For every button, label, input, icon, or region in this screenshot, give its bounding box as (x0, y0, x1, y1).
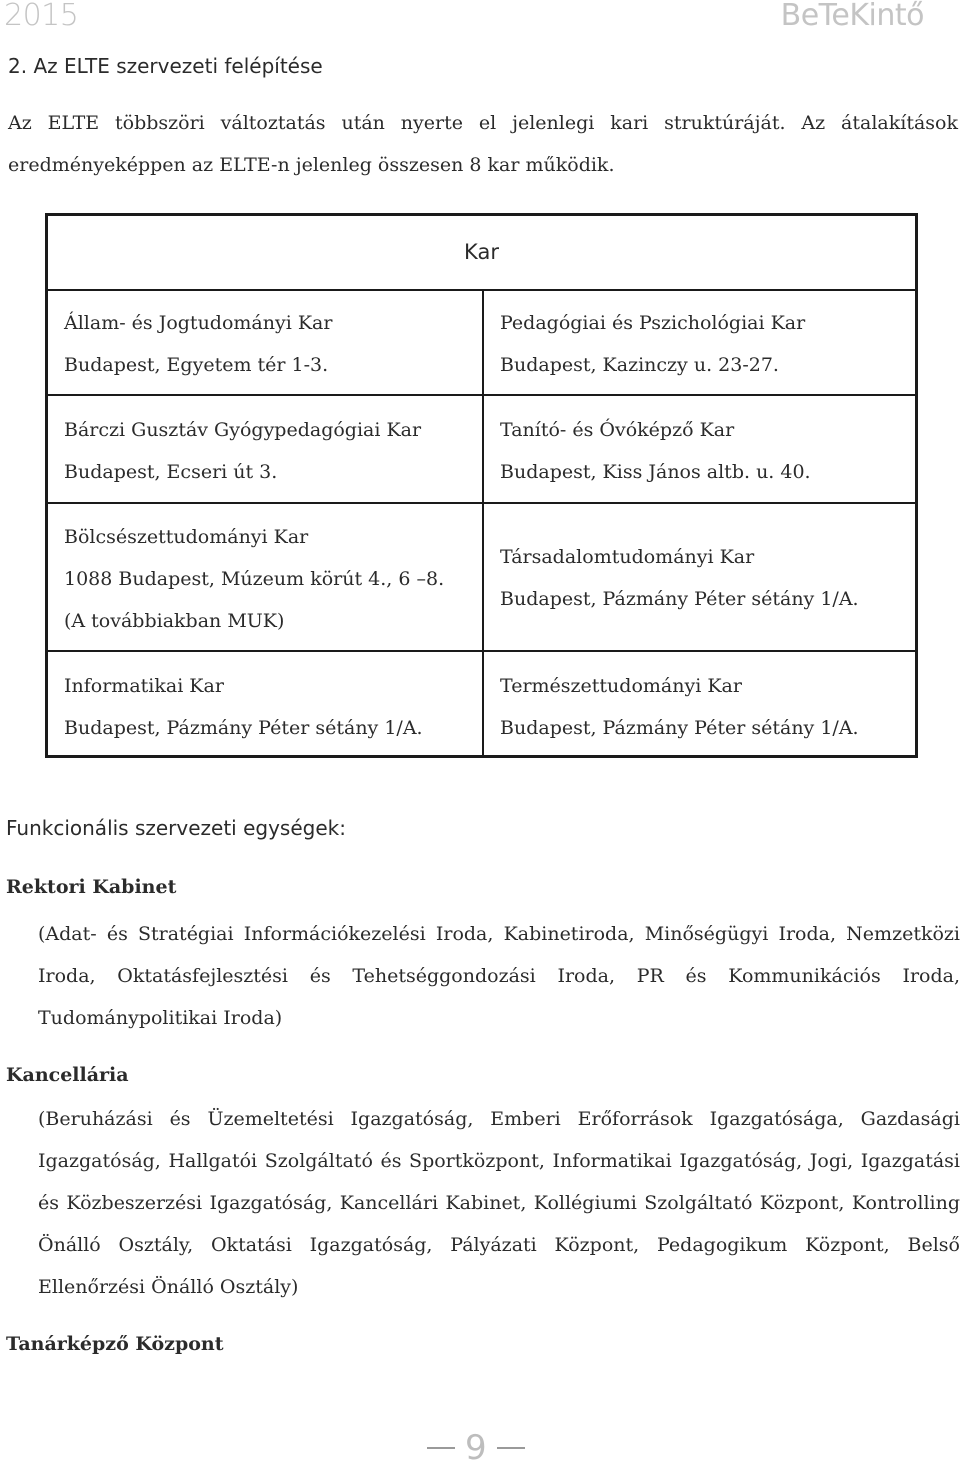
header-year: 2015 (4, 0, 79, 33)
functional-units-title: Funkcionális szervezeti egységek: (6, 816, 346, 840)
faculty-name: Bölcsészettudományi Kar (64, 526, 309, 548)
faculty-name: Bárczi Gusztáv Gyógypedagógiai Kar (64, 419, 422, 441)
faculty-name: Informatikai Kar (64, 675, 224, 697)
faculty-address: Budapest, Egyetem tér 1-3. (64, 354, 329, 376)
faculty-cell (64, 665, 423, 749)
unit-body-line: és Közbeszerzési Igazgatóság, Kancellári Kabinet, Kollégiumi Szolgáltató Központ, Kontrolling (38, 1192, 960, 1214)
page-number-value: 9 (465, 1428, 487, 1468)
faculty-cell (64, 302, 332, 386)
page-number-dash (427, 1447, 455, 1449)
intro-line-1: Az ELTE többszöri változtatás után nyerte el jelenlegi kari struktúráját. Az átalakítások (8, 112, 958, 134)
table-row-divider (48, 394, 915, 396)
page-number (427, 1428, 525, 1468)
faculty-address: Budapest, Pázmány Péter sétány 1/A. (64, 717, 423, 739)
faculty-address: Budapest, Ecseri út 3. (64, 461, 278, 483)
unit-body-line: (Beruházási és Üzemeltetési Igazgatóság, Emberi Erőforrások Igazgatósága, Gazdasági (38, 1108, 960, 1130)
unit-body-line: Igazgatóság, Hallgatói Szolgáltató és Sportközpont, Informatikai Igazgatóság, Jogi, Igazgatási (38, 1150, 960, 1172)
faculty-cell (500, 665, 859, 749)
faculty-address: Budapest, Kazinczy u. 23-27. (500, 354, 779, 376)
unit-body-line: (Adat- és Stratégiai Információkezelési Iroda, Kabinetiroda, Minőségügyi Iroda, Nemzetközi (38, 923, 960, 945)
faculty-cell (64, 409, 421, 493)
faculty-address: Budapest, Pázmány Péter sétány 1/A. (500, 588, 859, 610)
section-title: 2. Az ELTE szervezeti felépítése (8, 54, 323, 78)
table-row-divider (48, 502, 915, 504)
faculty-address: Budapest, Pázmány Péter sétány 1/A. (500, 717, 859, 739)
unit-title: Tanárképző Központ (6, 1333, 224, 1355)
intro-line-2: eredményeképpen az ELTE-n jelenleg összesen 8 kar működik. (8, 154, 615, 176)
faculty-name: Pedagógiai és Pszichológiai Kar (500, 312, 806, 334)
faculty-cell (500, 409, 811, 493)
faculty-name: Társadalomtudományi Kar (500, 546, 755, 568)
unit-body-line: Tudománypolitikai Iroda) (38, 1007, 283, 1029)
unit-body-line: Iroda, Oktatásfejlesztési és Tehetséggondozási Iroda, PR és Kommunikációs Iroda, (38, 965, 960, 987)
faculty-name: Tanító- és Óvóképző Kar (500, 419, 735, 441)
faculty-table (45, 213, 918, 758)
table-column-divider (482, 289, 484, 755)
faculty-note: (A továbbiakban MUK) (64, 610, 285, 632)
faculty-table-header: Kar (48, 216, 915, 291)
unit-title: Kancellária (6, 1064, 129, 1086)
unit-title: Rektori Kabinet (6, 876, 177, 898)
page-number-dash (497, 1447, 525, 1449)
faculty-cell (64, 516, 444, 642)
faculty-address: Budapest, Kiss János altb. u. 40. (500, 461, 811, 483)
table-row-divider (48, 650, 915, 652)
unit-body-line: Önálló Osztály, Oktatási Igazgatóság, Pályázati Központ, Pedagogikum Központ, Belső (38, 1234, 960, 1256)
faculty-address: 1088 Budapest, Múzeum körút 4., 6 –8. (64, 568, 445, 590)
header-brand: BeTeKintő (780, 0, 924, 33)
faculty-name: Állam- és Jogtudományi Kar (64, 312, 333, 334)
intro-paragraph (8, 102, 958, 186)
faculty-cell (500, 302, 805, 386)
unit-body (38, 1098, 960, 1308)
unit-body (38, 913, 960, 1039)
unit-body-line: Ellenőrzési Önálló Osztály) (38, 1276, 299, 1298)
faculty-name: Természettudományi Kar (500, 675, 742, 697)
faculty-cell (500, 536, 859, 620)
